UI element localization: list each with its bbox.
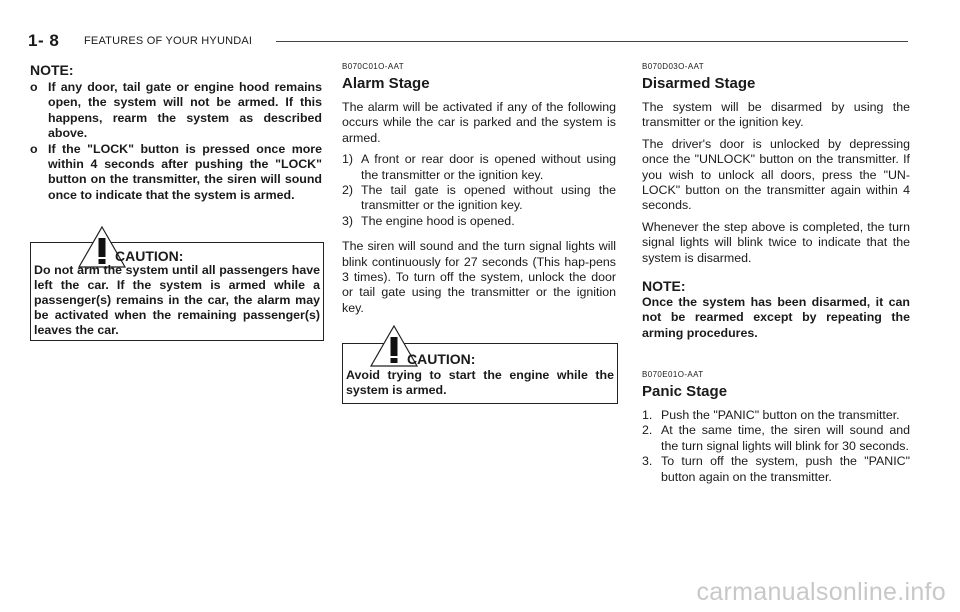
list-item [342,152,616,183]
alarm-outro: The siren will sound and the turn signal lights will blink continuously for 27 seconds (This hap-pens 3 times). To turn off the system, unlock the door or tail gate using the transmitter or the ignition key. [342,239,616,315]
list-item [642,454,910,485]
caution-box-engine [342,343,618,404]
list-number: 1) [342,152,354,167]
list-number: 3. [642,454,653,469]
caution-text: Avoid trying to start the engine while the system is armed. [346,368,614,397]
list-item [342,214,616,229]
note-item [30,80,322,142]
caution-title: CAUTION: [115,248,184,264]
section-code: B070D03O-AAT [642,62,705,71]
header-rule [276,41,908,42]
list-item-text: The tail gate is opened without using the transmitter or the ignition key. [361,183,616,213]
note-heading: NOTE: [30,62,74,78]
caution-text: Do not arm the system until all passengers have left the car. If the system is armed while a passenger(s) remains in the car, the alarm may be activated when the remaining passenger(s) leaves the car. [34,263,320,337]
list-item [642,423,910,454]
section-title: Alarm Stage [342,75,430,92]
note-item-text: If the "LOCK" button is pressed once more within 4 seconds after pushing the "LOCK" button on the transmitter, the siren will sound once to indicate that the system is armed. [48,141,322,202]
panic-steps-list [642,408,910,485]
panic-stage-section [642,370,910,495]
list-number: 2. [642,423,653,438]
list-number: 2) [342,183,354,198]
note-section [30,62,322,203]
list-item [642,408,910,423]
note-item-text: If any door, tail gate or engine hood remains open, the system will not be armed. If this happens, rearm the system as described above. [48,80,322,141]
bullet: o [30,80,38,94]
section-title: Panic Stage [642,383,728,400]
note-list [30,80,322,203]
list-item-text: A front or rear door is opened without using the transmitter or the ignition key. [361,152,616,182]
note-text: Once the system has been disarmed, it can not be rearmed except by repeating the arming procedures. [642,295,910,340]
list-item-text: At the same time, the siren will sound and the turn signal lights will blink for 30 seconds. [661,423,910,453]
page-title: FEATURES OF YOUR HYUNDAI [84,35,253,47]
list-item [342,183,616,214]
page-number: 1- 8 [28,31,60,50]
alarm-trigger-list [342,152,616,229]
page-header [28,31,908,51]
note-item [30,142,322,204]
caution-box-arming [30,242,324,341]
list-number: 3) [342,213,354,228]
list-number: 1. [642,408,653,422]
alarm-stage-section [342,62,616,322]
alarm-intro: The alarm will be activated if any of the following occurs while the car is parked and the system is armed. [342,100,616,145]
list-item-text: Push the "PANIC" button on the transmitter. [661,408,900,422]
paragraph: Whenever the step above is completed, the turn signal lights will blink twice to indicate that the system is disarmed. [642,219,910,265]
caution-title: CAUTION: [407,351,476,367]
paragraph: The system will be disarmed by using the transmitter or the ignition key. [642,100,910,130]
note-heading: NOTE: [642,278,686,295]
section-title: Disarmed Stage [642,75,756,92]
paragraph: The driver's door is unlocked by depressing once the "UNLOCK" button on the transmitter. If you wish to unlock all doors, press the "UN-LOCK" button on the transmitter again within 4 seconds. [642,136,910,213]
watermark: carmanualsonline.info [696,578,946,606]
list-item-text: To turn off the system, push the "PANIC" button again on the transmitter. [661,454,910,484]
section-code: B070C01O-AAT [342,62,405,71]
list-item-text: The engine hood is opened. [361,213,515,228]
disarmed-stage-section [642,62,910,341]
bullet: o [30,141,38,156]
section-code: B070E01O-AAT [642,370,704,379]
